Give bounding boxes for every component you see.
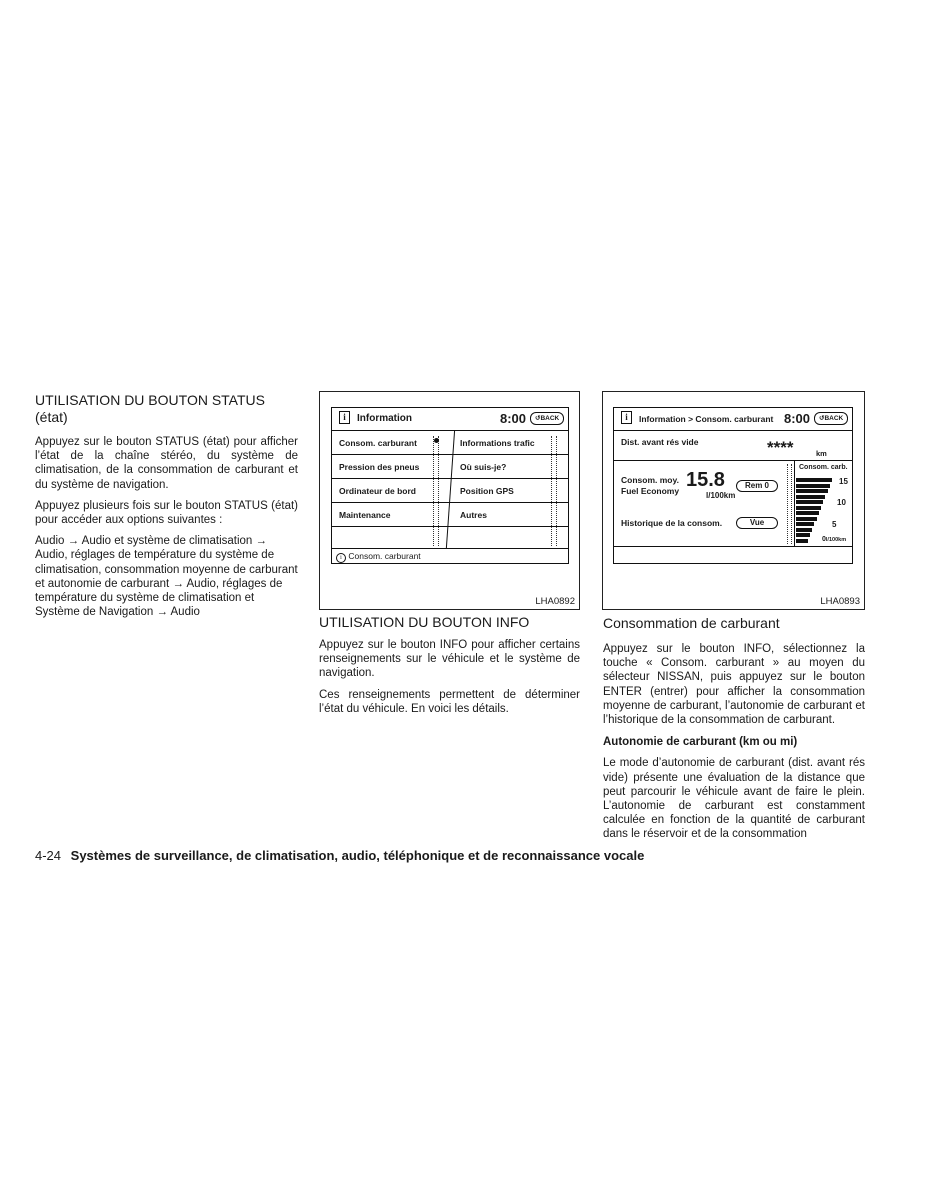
paragraph: Appuyez sur le bouton INFO, sélectionnez la touche « Consom. carburant » au moyen du sélecteur NISSAN, puis appuyez sur le bouton ENTER (entrer) pour afficher la consommation moyenne de carburant, l’autonomie de carburant et l’historique de la consommation de carburant. [603, 643, 865, 727]
divider [332, 548, 568, 549]
scrollbar[interactable] [791, 464, 794, 544]
clock: 8:00 [500, 411, 527, 426]
history-view-button[interactable]: Vue [736, 517, 778, 529]
scrollbar[interactable] [433, 436, 436, 546]
menu-item-informations-trafic[interactable]: Informations trafic [460, 438, 535, 448]
figure-code: LHA0892 [535, 596, 575, 607]
divider [614, 546, 852, 547]
menu-item-pression-pneus[interactable]: Pression des pneus [339, 462, 420, 472]
paragraph: Le mode d’autonomie de carburant (dist. avant rés vide) présente une évaluation de la distance que peut parcourir le véhicule avant de faire le plein. L’autonomie de carburant est constamment calculée en fonction de la quantité de carburant dans le réservoir et de la consommation [603, 757, 865, 841]
menu-item-ou-suis-je[interactable]: Où suis-je? [460, 462, 507, 472]
menu-item-consom-carburant[interactable]: Consom. carburant [339, 438, 417, 448]
gauge-bar [796, 522, 814, 526]
menu-item-position-gps[interactable]: Position GPS [460, 486, 514, 496]
column-info [319, 614, 580, 716]
divider [332, 526, 568, 527]
section-heading-info: UTILISATION DU BOUTON INFO [319, 614, 530, 630]
scrollbar[interactable] [551, 436, 554, 546]
paragraph: Audio → Audio et système de climatisation → Audio, réglages de température du système de climatisation, consommation moyenne de carburant et autonomie de carburant → Audio, réglages de température du système de climatisation et Système de Navigation → Audio [35, 535, 298, 619]
section-heading-fuel: Consommation de carburant [603, 615, 780, 631]
selection-dot-icon [434, 438, 439, 443]
fuel-screen [613, 407, 853, 564]
gauge-bar [796, 484, 830, 488]
gauge-zero: 0l/100km [822, 536, 847, 543]
back-button[interactable]: ↺BACK [530, 412, 564, 425]
info-icon: i [339, 411, 350, 424]
gauge-bar [796, 511, 819, 515]
gauge-bar [796, 517, 817, 521]
gauge-tick-10: 10 [837, 498, 846, 507]
avg-label: Consom. moy. Fuel Economy [621, 475, 680, 496]
gauge-bar [796, 478, 832, 482]
dist-value: **** [767, 438, 794, 457]
subheading-autonomie: Autonomie de carburant (km ou mi) [603, 736, 798, 749]
scrollbar[interactable] [556, 436, 559, 546]
menu-item-autres[interactable]: Autres [460, 510, 487, 520]
back-arrow-icon: ↺ [535, 415, 541, 422]
info-icon: i [621, 411, 632, 424]
menu-item-ordinateur-bord[interactable]: Ordinateur de bord [339, 486, 416, 496]
page-number: 4-24 [35, 848, 62, 863]
screen-title: Information > Consom. carburant [639, 414, 774, 424]
section-heading-status: UTILISATION DU BOUTON STATUS (état) [35, 392, 265, 425]
figure-fuel-consumption [602, 391, 865, 610]
scrollbar[interactable] [438, 436, 441, 546]
gauge-bar [796, 533, 810, 537]
figure-info-menu [319, 391, 580, 610]
gauge-bar [796, 506, 821, 510]
dist-label: Dist. avant rés vide [621, 437, 699, 447]
scrollbar[interactable] [787, 464, 790, 544]
page-footer [35, 848, 644, 863]
column-fuel [603, 615, 865, 842]
screen-footer: i Consom. carburant [336, 551, 421, 563]
back-button[interactable]: ↺BACK [814, 412, 848, 425]
gauge-bar [796, 539, 808, 543]
column-divider [446, 430, 455, 548]
gauge-bar [796, 528, 812, 532]
back-arrow-icon: ↺ [819, 415, 825, 422]
paragraph: Appuyez plusieurs fois sur le bouton STATUS (état) pour accéder aux options suivantes : [35, 499, 298, 527]
gauge-bar [796, 500, 823, 504]
info-screen [331, 407, 569, 564]
paragraph: Ces renseignements permettent de déterminer l’état du véhicule. En voici les détails. [319, 688, 580, 715]
dist-unit: km [816, 449, 827, 458]
paragraph: Appuyez sur le bouton STATUS (état) pour afficher l’état de la chaîne stéréo, du système de climatisation, de la consommation de carburant et du système de navigation. [35, 436, 298, 491]
menu-item-maintenance[interactable]: Maintenance [339, 510, 391, 520]
clock: 8:00 [784, 411, 811, 426]
gauge-tick-5: 5 [832, 520, 837, 529]
column-status [35, 392, 298, 619]
gauge-bar [796, 495, 825, 499]
info-circle-icon: i [336, 553, 346, 563]
chapter-title: Systèmes de surveillance, de climatisation, audio, téléphonique et de reconnaissance vocale [70, 848, 645, 863]
divider [614, 460, 852, 461]
gauge-title: Consom. carb. [799, 464, 848, 471]
paragraph: Appuyez sur le bouton INFO pour afficher certains renseignements sur le véhicule et le système de navigation. [319, 639, 580, 680]
figure-code: LHA0893 [820, 596, 860, 607]
history-label: Historique de la consom. [621, 518, 723, 528]
screen-title: Information [357, 413, 412, 424]
screen-header [614, 408, 852, 431]
rem-button[interactable]: Rem 0 [736, 480, 778, 492]
screen-header [332, 408, 568, 431]
column-divider [794, 460, 795, 546]
avg-value: 15.8 [686, 469, 725, 491]
gauge-bar [796, 489, 828, 493]
gauge-tick-15: 15 [839, 477, 848, 486]
divider [332, 454, 568, 455]
avg-unit: l/100km [706, 491, 736, 500]
